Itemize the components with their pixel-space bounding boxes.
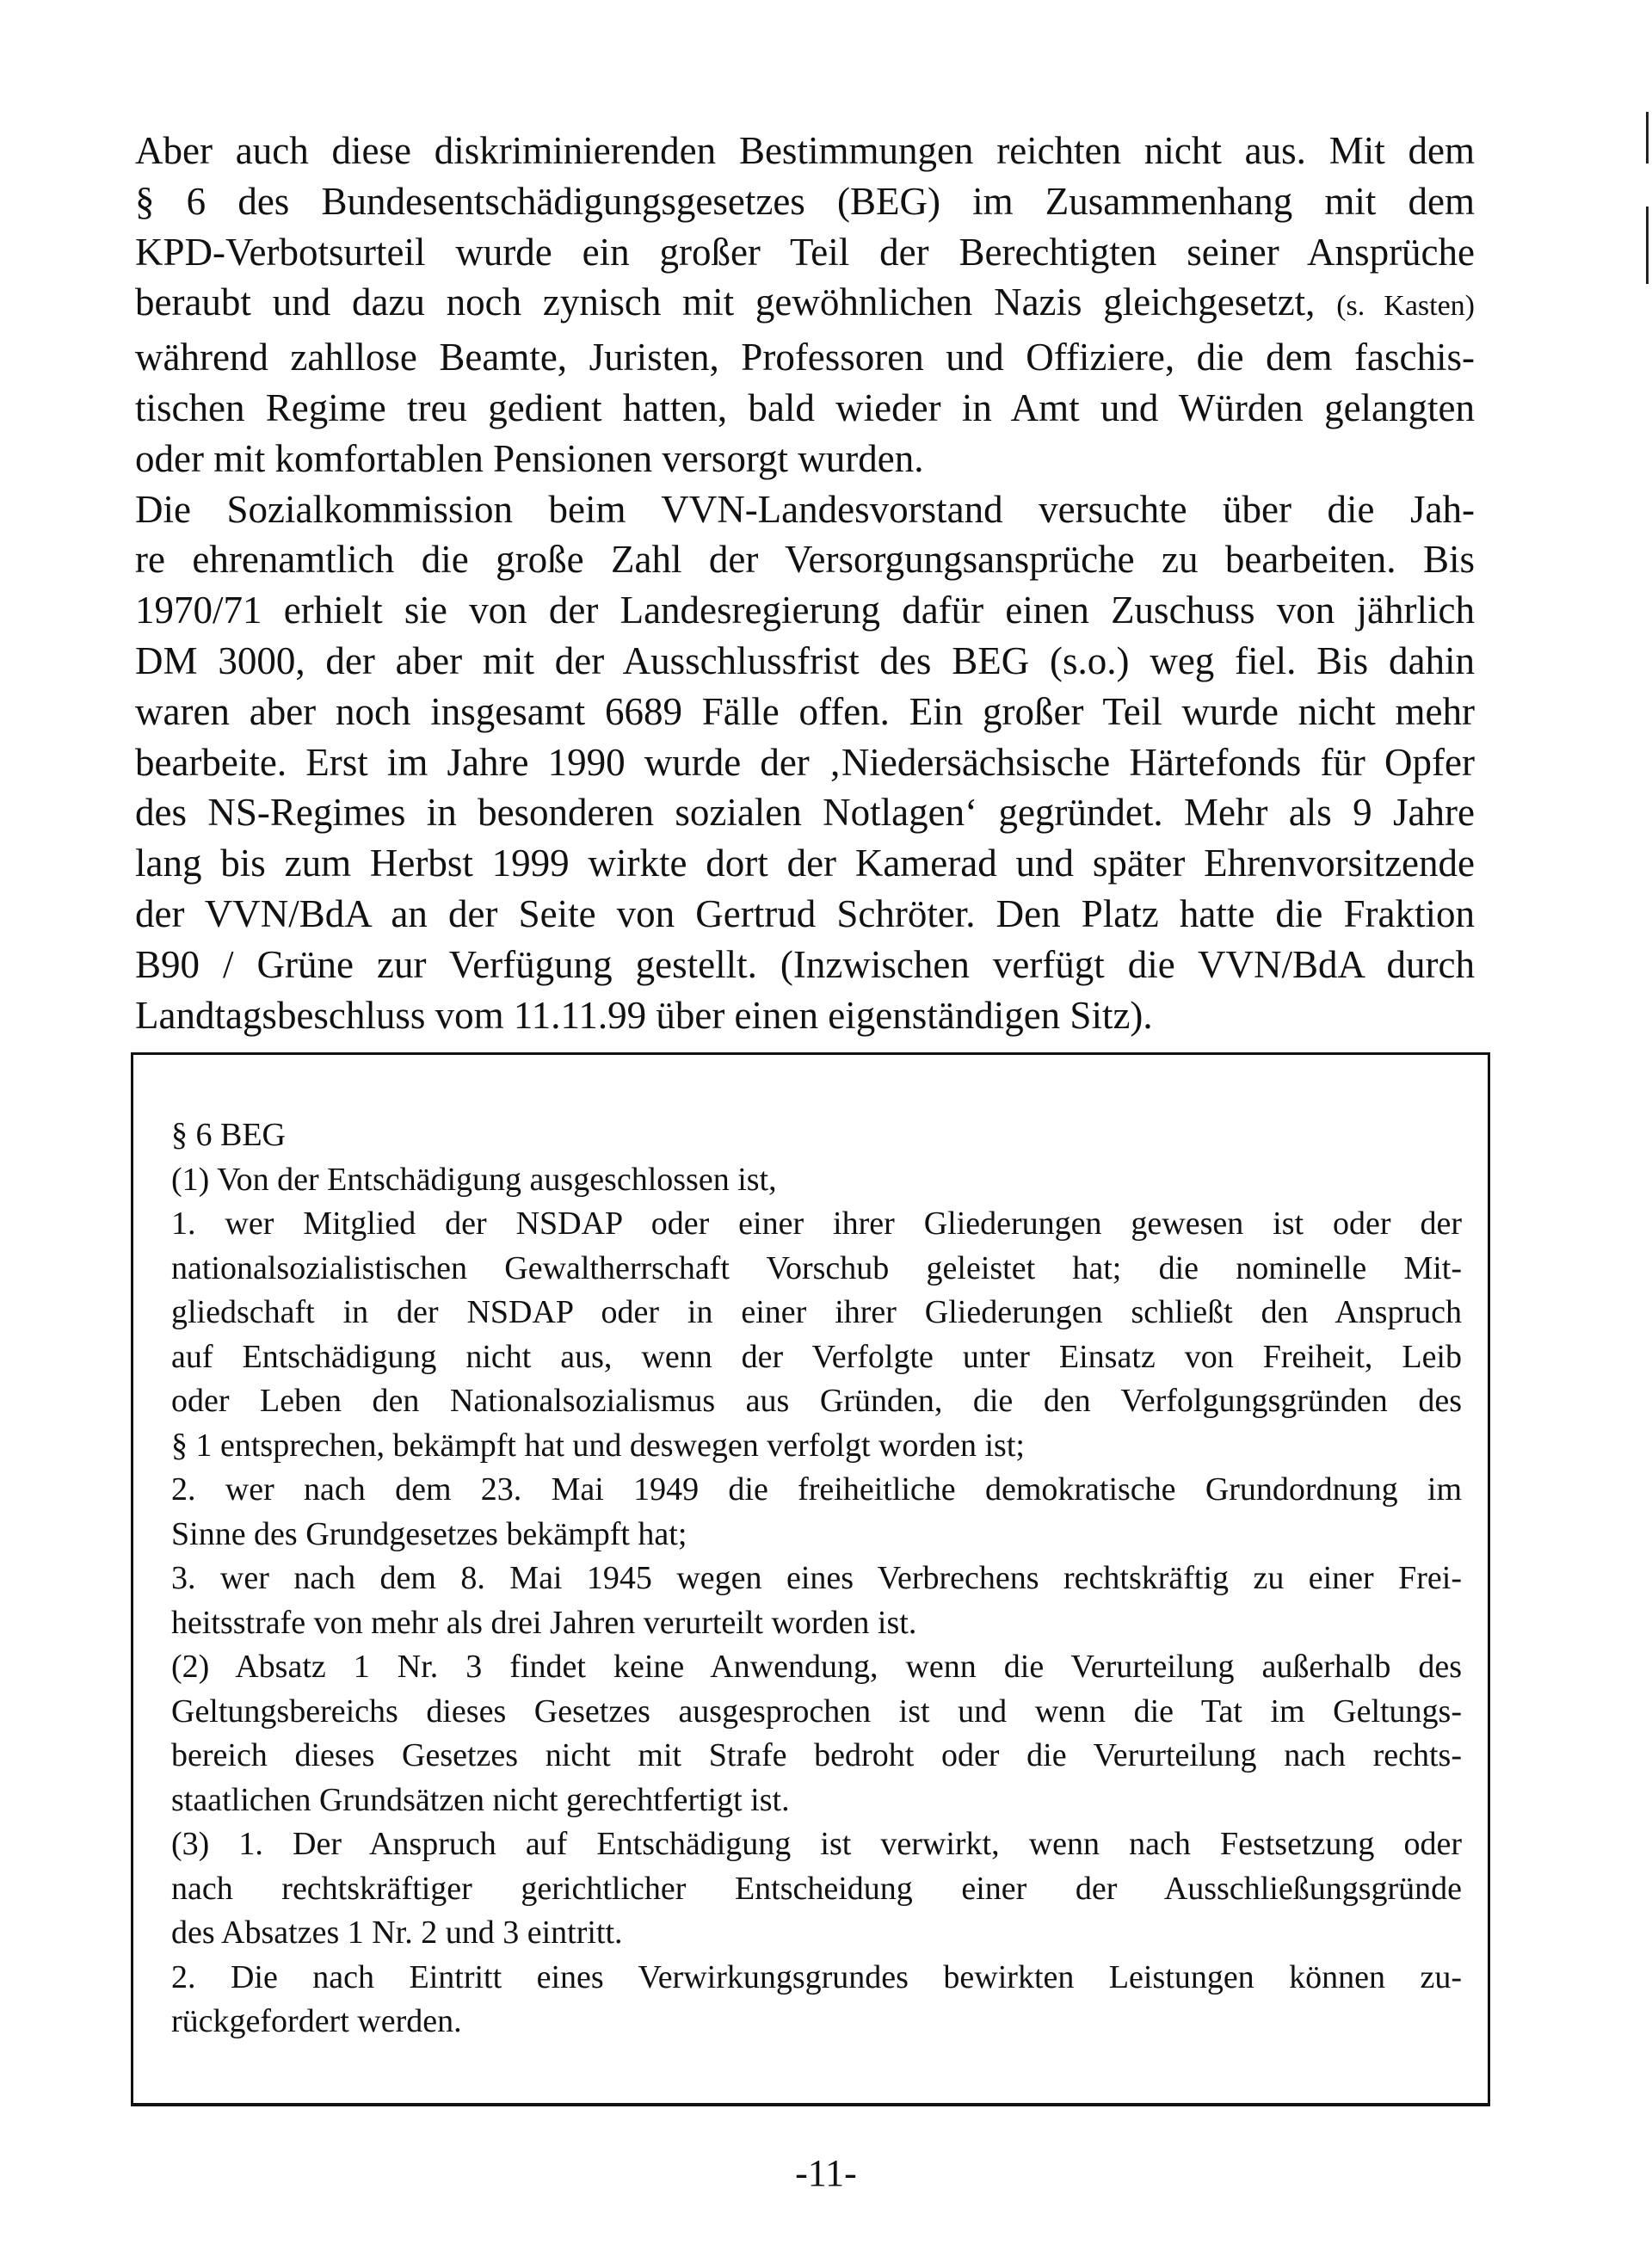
law-line: (1) Von der Entschädigung ausgeschlossen ist, [171, 1161, 777, 1198]
text-line: bearbeite. Erst im Jahre 1990 wurde der ‚Niedersächsische Härtefonds für Opfer [135, 740, 1475, 784]
law-line: oder Leben den Nationalsozialismus aus Gründen, die den Verfolgungsgründen des [171, 1383, 1462, 1419]
law-line: 3. wer nach dem 8. Mai 1945 wegen eines Verbrechens rechtskräftig zu einer Frei- [171, 1560, 1462, 1596]
law-line: 1. wer Mitglied der NSDAP oder einer ihrer Gliederungen gewesen ist oder der [171, 1205, 1462, 1242]
scan-edge-mark [1646, 207, 1649, 284]
text-line-with-note [135, 277, 1475, 332]
law-excerpt-content [171, 1113, 1462, 2044]
law-line: 2. Die nach Eintritt eines Verwirkungsgrundes bewirkten Leistungen können zu- [171, 1958, 1462, 1995]
law-line: (2) Absatz 1 Nr. 3 findet keine Anwendung, wenn die Verurteilung außerhalb des [171, 1649, 1462, 1685]
law-line: Sinne des Grundgesetzes bekämpft hat; [171, 1515, 687, 1552]
text-line: des NS-Regimes in besonderen sozialen Notlagen‘ gegründet. Mehr als 9 Jahre [135, 791, 1475, 835]
text-line: der VVN/BdA an der Seite von Gertrud Schröter. Den Platz hatte die Fraktion [135, 891, 1475, 935]
law-line: (3) 1. Der Anspruch auf Entschädigung ist verwirkt, wenn nach Festsetzung oder [171, 1826, 1462, 1862]
text-line: B90 / Grüne zur Verfügung gestellt. (Inzwischen verfügt die VVN/BdA durch [135, 942, 1475, 986]
text-line: 1970/71 erhielt sie von der Landesregierung dafür einen Zuschuss von jährlich [135, 589, 1475, 632]
paragraph-1 [135, 126, 1475, 484]
box-reference-note: (s. Kasten) [1336, 290, 1476, 323]
law-line: nationalsozialistischen Gewaltherrschaft Vorschub geleistet hat; die nominelle Mit- [171, 1249, 1462, 1286]
law-line: § 1 entsprechen, bekämpft hat und deswegen verfolgt worden ist; [171, 1427, 1025, 1464]
law-excerpt-box [131, 1052, 1490, 2106]
law-excerpt-title: § 6 BEG [171, 1117, 286, 1153]
text-line: während zahllose Beamte, Juristen, Professoren und Offiziere, die dem faschis- [135, 336, 1475, 379]
law-line: nach rechtskräftiger gerichtlicher Entscheidung einer der Ausschließungsgründe [171, 1870, 1462, 1907]
text-line: Landtagsbeschluss vom 11.11.99 über einen eigenständigen Sitz). [135, 993, 1153, 1037]
text-line: tischen Regime treu gedient hatten, bald wieder in Amt und Würden gelangten [135, 385, 1475, 429]
text-line: § 6 des Bundesentschädigungsgesetzes (BEG) im Zusammenhang mit dem [135, 179, 1475, 223]
page-number: -11- [795, 2152, 857, 2194]
law-line: gliedschaft in der NSDAP oder in einer ihrer Gliederungen schließt den Anspruch [171, 1294, 1462, 1330]
law-line: bereich dieses Gesetzes nicht mit Strafe bedroht oder die Verurteilung nach rechts- [171, 1737, 1462, 1773]
text-line: oder mit komfortablen Pensionen versorgt wurden. [135, 436, 924, 480]
text-line: KPD-Verbotsurteil wurde ein großer Teil der Berechtigten seiner Ansprüche [135, 230, 1475, 274]
text-line: beraubt und dazu noch zynisch mit gewöhnlichen Nazis gleichgesetzt, [135, 281, 1316, 324]
law-line: staatlichen Grundsätzen nicht gerechtfertigt ist. [171, 1781, 790, 1818]
main-text [135, 126, 1475, 1040]
paragraph-2 [135, 484, 1475, 1041]
text-line: Aber auch diese diskriminierenden Bestimmungen reichten nicht aus. Mit dem [135, 129, 1475, 172]
law-line: heitsstrafe von mehr als drei Jahren verurteilt worden ist. [171, 1604, 917, 1641]
text-line: re ehrenamtlich die große Zahl der Versorgungsansprüche zu bearbeiten. Bis [135, 538, 1475, 582]
law-line: 2. wer nach dem 23. Mai 1949 die freiheitliche demokratische Grundordnung im [171, 1471, 1462, 1508]
law-line: Geltungsbereichs dieses Gesetzes ausgesprochen ist und wenn die Tat im Geltungs- [171, 1693, 1462, 1730]
law-line: rückgefordert werden. [171, 2003, 462, 2039]
scan-edge-mark [1646, 112, 1649, 163]
text-line: waren aber noch insgesamt 6689 Fälle offen. Ein großer Teil wurde nicht mehr [135, 689, 1475, 733]
law-line: auf Entschädigung nicht aus, wenn der Verfolgte unter Einsatz von Freiheit, Leib [171, 1338, 1462, 1375]
text-line: lang bis zum Herbst 1999 wirkte dort der Kamerad und später Ehrenvorsitzende [135, 842, 1475, 885]
law-line: des Absatzes 1 Nr. 2 und 3 eintritt. [171, 1915, 623, 1951]
text-line: DM 3000, der aber mit der Ausschlussfrist des BEG (s.o.) weg fiel. Bis dahin [135, 638, 1475, 682]
text-line: Die Sozialkommission beim VVN-Landesvorstand versuchte über die Jah- [135, 487, 1475, 531]
law-excerpt-text [171, 1158, 1462, 2044]
